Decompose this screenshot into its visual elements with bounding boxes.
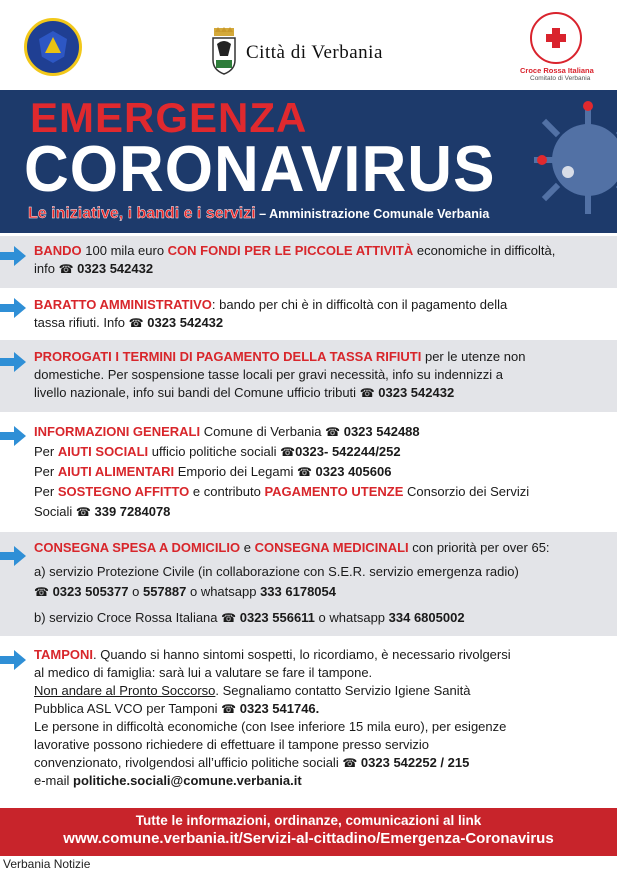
- section-tamponi: TAMPONI. Quando si hanno sintomi sospetti, lo ricordiamo, è necessario rivolgersi al medico di famiglia: sarà lui a valutare se fare il tampone. Non andare al Pronto Soccorso. Segnaliamo contatto Servizio Igiene Sanità Pubblica ASL VCO per Tamponi ☎ 0323 541746. Le persone in difficoltà economiche (con Isee inferiore 15 mila euro), per esigenze lavorative possono richiedere di effettuare il tampone presso servizio convenzionato, rivolgendosi all’ufficio politiche sociali ☎ 0323 542252 / 215 e-mail politiche.sociali@comune.verbania.it: [0, 644, 617, 804]
- phone-icon: ☎: [34, 585, 49, 599]
- croce-rossa-logo: [522, 12, 612, 94]
- section-prorogati: PROROGATI I TERMINI DI PAGAMENTO DELLA TASSA RIFIUTI per le utenze non domestiche. Per sospensione tasse locali per gravi necessità, info su indennizzi a livello nazionale, info sui bandi del Comune ufficio tributi ☎ 0323 542432: [0, 340, 617, 412]
- header-logos: [0, 0, 617, 90]
- cri-subtitle: Comitato di Verbania: [530, 75, 591, 82]
- email-link[interactable]: politiche.sociali@comune.verbania.it: [73, 773, 302, 788]
- cri-name: Croce Rossa Italiana: [520, 66, 594, 75]
- emergency-banner: [0, 90, 617, 233]
- section-informazioni: INFORMAZIONI GENERALI Comune di Verbania ☎ 0323 542488 Per AIUTI SOCIALI ufficio politiche sociali ☎0323- 542244/252 Per AIUTI ALIMENTARI Emporio dei Legami ☎ 0323 405606 Per SOSTEGNO AFFITTO e contributo PAGAMENTO UTENZE Consorzio dei Servizi Sociali ☎ 339 7284078: [0, 418, 617, 528]
- section-bando: BANDO 100 mila euro CON FONDI PER LE PICCOLE ATTIVITÀ economiche in difficoltà, info ☎ 0323 542432: [0, 236, 617, 288]
- section-baratto: BARATTO AMMINISTRATIVO: bando per chi è in difficoltà con il pagamento della tassa rifiuti. Info ☎ 0323 542432: [0, 292, 617, 338]
- arrow-right-icon: [0, 246, 26, 266]
- arrow-right-icon: [0, 546, 26, 566]
- phone-icon: ☎: [325, 425, 341, 439]
- phone-icon: ☎: [342, 756, 358, 770]
- banner-title-emergenza: EMERGENZA: [30, 94, 308, 141]
- footer-banner: [0, 808, 617, 856]
- arrow-right-icon: [0, 298, 26, 318]
- phone-icon: ☎: [58, 262, 74, 276]
- banner-title-coronavirus: CORONAVIRUS: [24, 133, 496, 206]
- city-name: Città di Verbania: [246, 42, 383, 63]
- protezione-civile-logo-icon: [24, 18, 82, 76]
- city-crest-icon: [210, 26, 238, 76]
- virus-icon: [528, 100, 617, 220]
- section-consegna-spesa: CONSEGNA SPESA A DOMICILIO e CONSEGNA MEDICINALI con priorità per over 65: a) servizio Protezione Civile (in collaborazione con S.E.R. servizio emergenza radio) ☎ 0323 505377 o 557887 o whatsapp 333 6178054 b) servizio Croce Rossa Italiana ☎ 0323 556611 o whatsapp 334 6805002: [0, 532, 617, 636]
- credit-text: Verbania Notizie: [3, 857, 91, 871]
- phone-icon: ☎: [280, 445, 296, 459]
- phone-icon: ☎: [75, 505, 91, 519]
- banner-subtitle: Le iniziative, i bandi e i servizi – Amministrazione Comunale Verbania: [28, 205, 490, 222]
- arrow-right-icon: [0, 426, 26, 446]
- footer-line1: Tutte le informazioni, ordinanze, comunicazioni al link: [135, 813, 482, 828]
- arrow-right-icon: [0, 650, 26, 670]
- phone-icon: ☎: [221, 702, 237, 716]
- phone-icon: ☎: [128, 316, 144, 330]
- arrow-right-icon: [0, 352, 26, 372]
- phone-icon: ☎: [359, 386, 375, 400]
- phone-icon: ☎: [296, 465, 312, 479]
- phone-icon: ☎: [221, 611, 237, 625]
- footer-url-link[interactable]: www.comune.verbania.it/Servizi-al-cittadino/Emergenza-Coronavirus: [63, 830, 554, 847]
